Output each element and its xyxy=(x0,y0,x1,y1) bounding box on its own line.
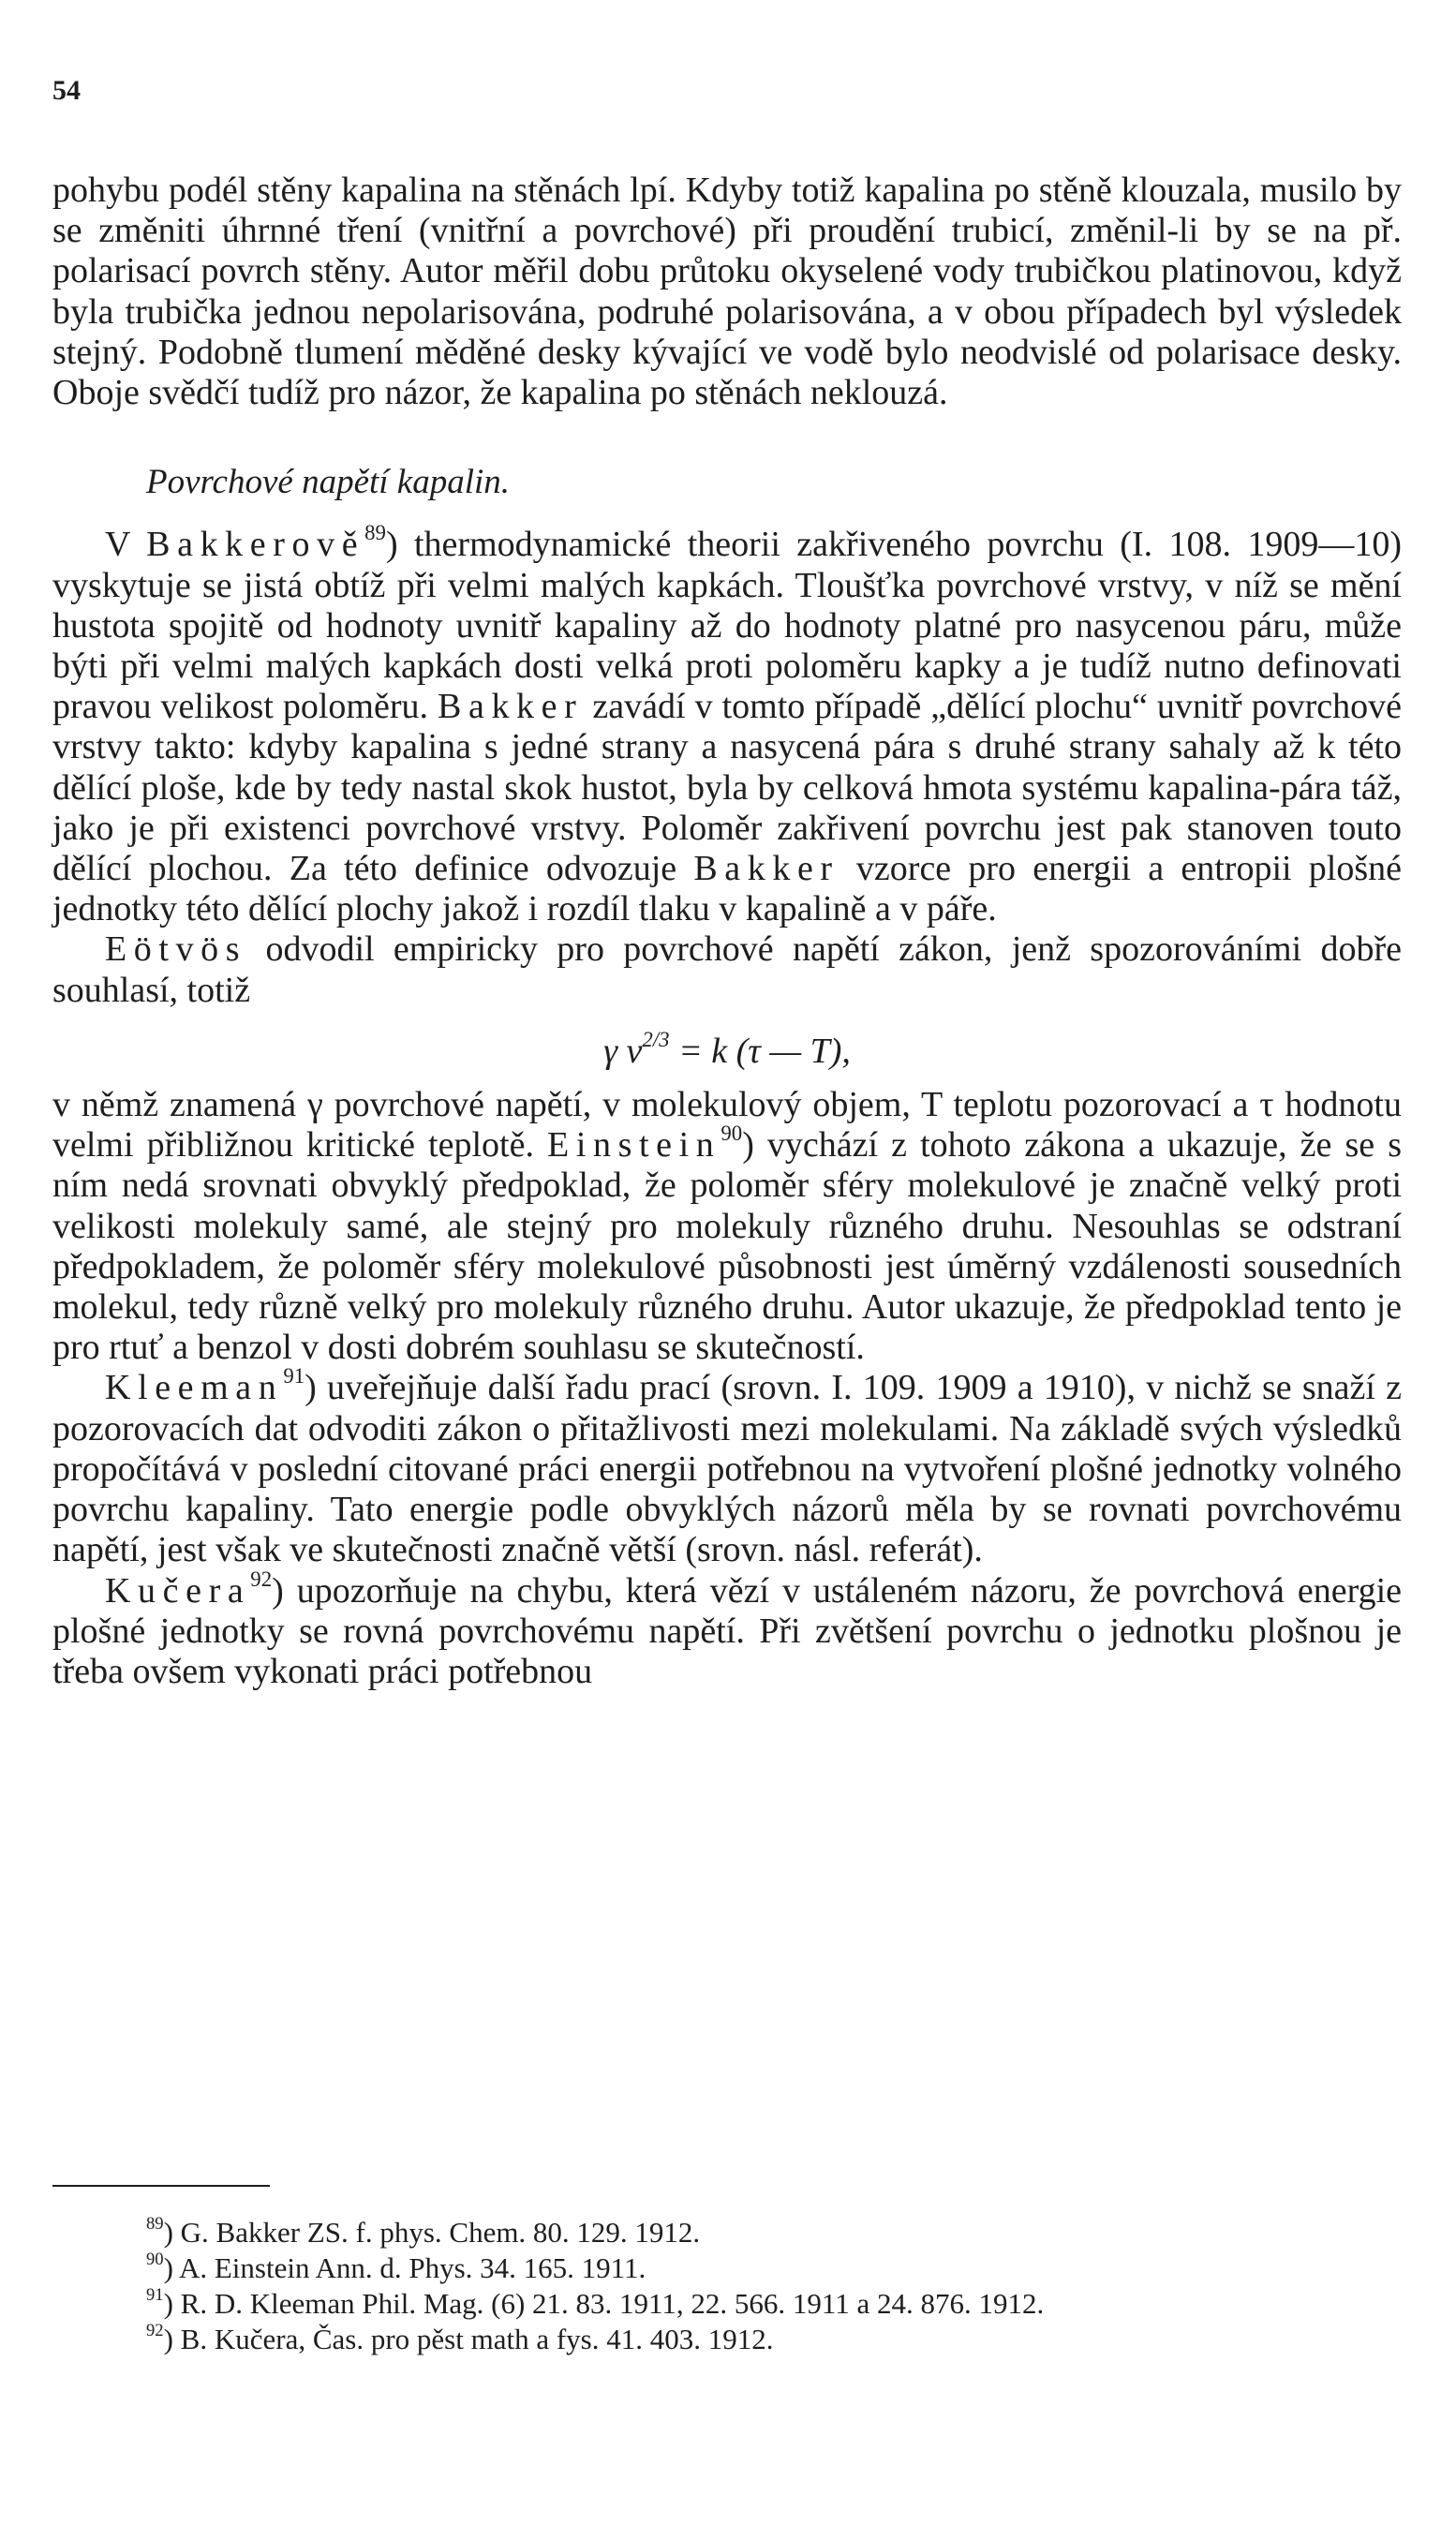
author-name-bakker-3: Bakker xyxy=(693,849,839,889)
footnote-divider xyxy=(52,2185,270,2187)
page-number: 54 xyxy=(52,75,81,106)
paragraph-5-text: ) uveřejňuje další řadu prací (srovn. I. 109. 1909 a 1910), v nichž se snaží z pozorovacích dat odvoditi zákon o přitažlivosti mezi molekulami. Na základě svých výsledků propočítává v poslední citované práci energii potřebnou na vytvoření plošné jednotky volného povrchu kapaliny. Tato energie podle obvyklých názorů měla by se rovnati povrchovému napětí, jest však ve skutečnosti značně větší (srovn. násl. referát). xyxy=(52,1368,1402,1570)
author-name-kleeman: Kleeman xyxy=(105,1368,284,1408)
section-heading: Povrchové napětí kapalin. xyxy=(146,463,511,502)
author-name-einstein: Einstein xyxy=(547,1125,721,1166)
paragraph-6-text: ) upozorňuje na chybu, která vězí v ustáleném názoru, že povrchová energie plošné jednotky se rovná povrchovému napětí. Při zvětšení povrchu o jednotku plošnou je třeba ovšem vykonati práci potřebnou xyxy=(52,1570,1402,1691)
footnote-ref-91: 91 xyxy=(283,1364,305,1389)
footnote-text: ) B. Kučera, Čas. pro pěst math a fys. 41. 403. 1912. xyxy=(163,2323,774,2355)
paragraph-6 xyxy=(52,1567,1402,1693)
author-name-bakker-2: Bakker xyxy=(438,687,584,727)
formula-rhs: = k (τ — T), xyxy=(678,1031,851,1071)
footnote-number: 92 xyxy=(146,2321,164,2341)
formula-exponent: 2/3 xyxy=(642,1027,670,1051)
footnote xyxy=(52,2286,1402,2322)
formula-lhs: γ v xyxy=(603,1031,643,1071)
paragraph-2-text-3: vzorce pro energii a entropii plošné jednotky této dělící plochy jakož i rozdíl tlaku v kapalině a v páře. xyxy=(52,849,1403,929)
footnote-number: 91 xyxy=(146,2285,164,2306)
body-text xyxy=(52,171,1402,1692)
footnote-ref-90: 90 xyxy=(721,1121,743,1146)
author-name-eotvos: Eötvös xyxy=(105,929,247,970)
footnote xyxy=(52,2322,1402,2357)
paragraph-4-text-2: ) vychází z tohoto zákona a ukazuje, že se s ním nedá srovnati obvyklý předpoklad, že poloměr sféry molekulové je značně velký proti velikosti molekuly samé, ale stejný pro molekuly různého druhu. Nesouhlas se odstraní předpokladem, že poloměr sféry molekulové působnosti jest úměrný vzdálenosti sousedních molekul, tedy různě velký pro molekuly různého druhu. Autor ukazuje, že předpoklad tento je pro rtuť a benzol v dosti dobrém souhlasu se skutečností. xyxy=(52,1125,1403,1368)
paragraph-3-text: odvodil empiricky pro povrchové napětí zákon, jenž spozorováními dobře souhlasí, totiž xyxy=(52,929,1402,1010)
footnote-ref-89: 89 xyxy=(364,521,386,545)
paragraph-2-text-2: zavádí v tomto případě „dělící plochu“ uvnitř povrchové vrstvy takto: kdyby kapalina s jedné strany a nasycená pára s druhé strany sahaly až k této dělící ploše, kde by tedy nastal skok hustot, byla by celková hmota systému kapalina-pára táž, jako je při existenci povrchové vrstvy. Poloměr zakřivení povrchu jest pak stanoven touto dělící plochou. Za této definice odvozuje xyxy=(52,687,1402,889)
paragraph-5 xyxy=(52,1364,1402,1570)
paragraph-3 xyxy=(52,929,1402,1010)
paragraph-4-text-1: v němž znamená γ povrchové napětí, v molekulový objem, T teplotu pozorovací a τ hodnotu velmi přibližnou kritické teplotě. xyxy=(52,1085,1402,1166)
footnote-number: 89 xyxy=(146,2214,164,2235)
formula xyxy=(52,1027,1402,1072)
paragraph-2-text-1: ) thermodynamické theorii zakřiveného povrchu (I. 108. 1909—10) vyskytuje se jistá obtíž při velmi malých kapkách. Tloušťka povrchové vrstvy, v níž se mění hustota spojitě od hodnoty uvnitř kapaliny až do hodnoty platné pro nasycenou páru, může býti při velmi malých kapkách dosti velká proti poloměru kapky a je tudíž nutno definovati pravou velikost poloměru. xyxy=(52,525,1403,727)
footnote-text: ) G. Bakker ZS. f. phys. Chem. 80. 129. 1912. xyxy=(163,2216,701,2249)
footnote-text: ) A. Einstein Ann. d. Phys. 34. 165. 1911. xyxy=(163,2251,646,2284)
footnote-text: ) R. D. Kleeman Phil. Mag. (6) 21. 83. 1911, 22. 566. 1911 a 24. 876. 1912. xyxy=(163,2287,1045,2320)
footnote xyxy=(52,2215,1402,2250)
footnote-ref-92: 92 xyxy=(250,1567,273,1591)
paragraph-1: pohybu podél stěny kapalina na stěnách lpí. Kdyby totiž kapalina po stěně klouzala, musilo by se změniti úhrnné tření (vnitřní a povrchové) při proudění trubicí, změnil-li by se na př. polarisací povrch stěny. Autor měřil dobu průtoku okyselené vody trubičkou platinovou, když byla trubička jednou nepolarisována, podruhé polarisována, a v obou případech byl výsledek stejný. Podobně tlumení měděné desky kývající ve vodě bylo neodvislé od polarisace desky. Oboje svědčí tudíž pro názor, že kapalina po stěnách neklouzá. xyxy=(52,171,1402,413)
footnote xyxy=(52,2250,1402,2286)
paragraph-2 xyxy=(52,521,1403,929)
paragraph-2-lead: V xyxy=(105,525,130,565)
author-name-kucera: Kučera xyxy=(105,1570,251,1611)
footnotes xyxy=(52,2215,1402,2357)
author-name-bakker: Bakkerově xyxy=(146,525,365,565)
paragraph-4 xyxy=(52,1085,1402,1368)
footnote-number: 90 xyxy=(146,2250,164,2270)
